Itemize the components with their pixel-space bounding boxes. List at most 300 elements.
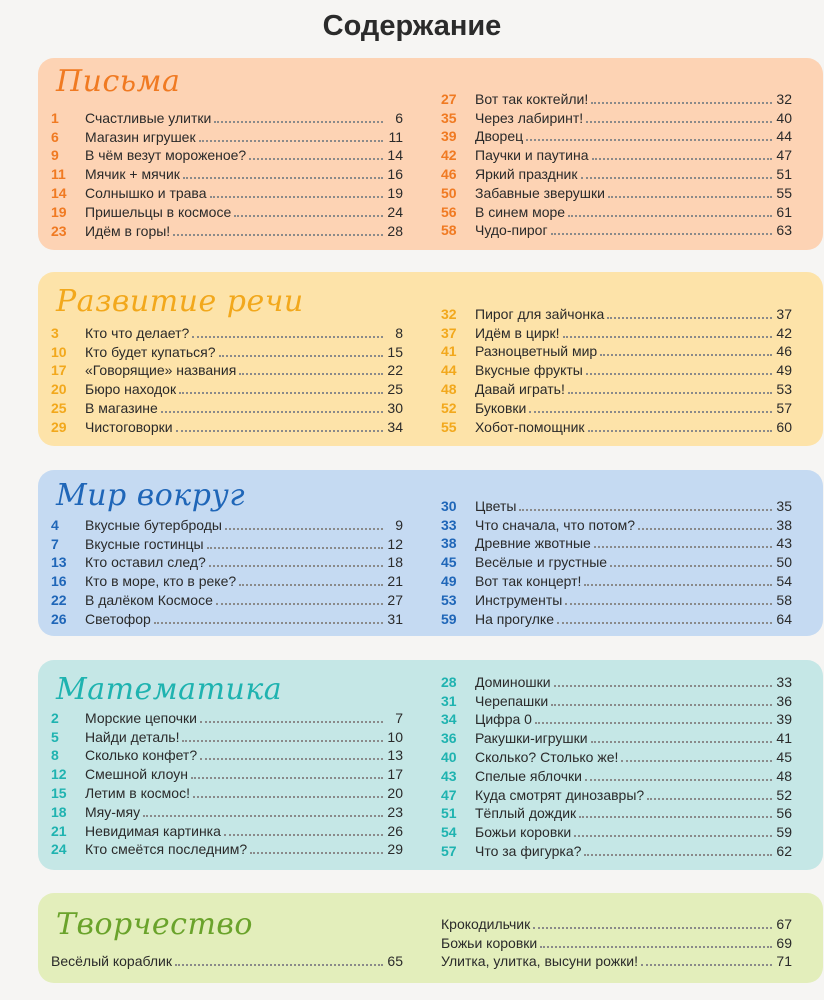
entry-title: Божьи коровки [441, 934, 538, 951]
entry-title: Ракушки-игрушки [475, 730, 588, 747]
entry-number: 47 [441, 786, 457, 803]
entry-number: 55 [441, 418, 457, 435]
entry-number: 6 [51, 128, 59, 145]
toc-entry [441, 590, 792, 609]
toc-entry [51, 553, 403, 572]
toc-entry [441, 804, 792, 823]
entry-title: Давай играть! [475, 380, 565, 397]
entry-page-number: 22 [387, 362, 403, 379]
entry-page-number: 27 [387, 591, 403, 608]
entry-title: На прогулке [475, 610, 554, 627]
toc-entry [441, 145, 792, 164]
entry-number: 2 [51, 709, 59, 726]
leader-dots [579, 816, 772, 818]
leader-dots [568, 392, 772, 394]
leader-dots [551, 704, 772, 706]
entry-page-number: 52 [776, 786, 792, 803]
toc-entry [441, 841, 792, 860]
toc-entry [51, 951, 403, 970]
entry-number: 23 [51, 222, 67, 239]
leader-dots [591, 741, 772, 743]
entry-number: 24 [51, 841, 67, 858]
entry-page-number: 18 [387, 554, 403, 571]
entry-title: Паучки и паутина [475, 147, 589, 164]
leader-dots [519, 509, 772, 511]
entry-title: Кто будет купаться? [85, 343, 216, 360]
toc-entry [51, 127, 403, 146]
toc-entry [441, 952, 792, 971]
toc-entry [441, 342, 792, 361]
leader-dots [193, 796, 383, 798]
leader-dots [554, 685, 772, 687]
entry-title: Забавные зверушки [475, 184, 605, 201]
entry-page-number: 55 [776, 184, 792, 201]
entry-page-number: 19 [387, 184, 403, 201]
entry-title: В чём везут мороженое? [85, 147, 247, 164]
page-title: Содержание [322, 10, 502, 42]
entry-page-number: 15 [387, 343, 403, 360]
toc-entry [441, 417, 792, 436]
toc-entry [51, 183, 403, 202]
entry-number: 26 [51, 610, 67, 627]
toc-entry [51, 840, 403, 859]
entry-number: 12 [51, 766, 67, 783]
toc-entry [441, 221, 792, 240]
entry-page-number: 46 [776, 343, 792, 360]
section-title: Письма [56, 64, 181, 99]
toc-entry [441, 108, 792, 127]
entry-page-number: 51 [776, 165, 792, 182]
toc-entry [51, 342, 403, 361]
entry-title: Весёлые и грустные [475, 554, 608, 571]
entry-title: Разноцветный мир [475, 343, 598, 360]
entry-number: 9 [51, 147, 59, 164]
toc-entry [441, 127, 792, 146]
entry-number: 5 [51, 728, 59, 745]
entry-page-number: 17 [387, 766, 403, 783]
entry-number: 41 [441, 343, 457, 360]
leader-dots [574, 835, 772, 837]
toc-column-right [441, 304, 792, 436]
toc-entry [51, 515, 403, 534]
leader-dots [557, 622, 772, 624]
section-math [38, 660, 823, 870]
toc-entry [441, 534, 792, 553]
entry-number: 4 [51, 516, 59, 533]
toc-entry [441, 710, 792, 729]
leader-dots [143, 815, 383, 817]
leader-dots [563, 336, 773, 338]
leader-dots [608, 196, 772, 198]
entry-page-number: 38 [776, 516, 792, 533]
leader-dots [610, 565, 772, 567]
entry-number: 43 [441, 767, 457, 784]
leader-dots [592, 158, 773, 160]
entry-page-number: 12 [387, 535, 403, 552]
toc-column-right [441, 914, 792, 970]
leader-dots [540, 946, 772, 948]
entry-page-number: 13 [387, 747, 403, 764]
toc-entry [51, 590, 403, 609]
leader-dots [249, 158, 383, 160]
toc-entry [51, 727, 403, 746]
toc-entry [441, 89, 792, 108]
entry-number: 33 [441, 516, 457, 533]
entry-page-number: 16 [387, 166, 403, 183]
toc-entry [51, 821, 403, 840]
entry-title: «Говорящие» названия [85, 362, 237, 379]
entry-page-number: 35 [776, 497, 792, 514]
leader-dots [183, 177, 383, 179]
toc-entry [51, 708, 403, 727]
entry-title: Хобот-помощник [475, 418, 585, 435]
entry-title: Божьи коровки [475, 824, 572, 841]
leader-dots [219, 355, 383, 357]
entry-number: 53 [441, 591, 457, 608]
entry-number: 29 [51, 418, 67, 435]
leader-dots [565, 603, 772, 605]
section-title: Математика [56, 672, 283, 707]
toc-entry [51, 108, 403, 127]
entry-page-number: 71 [776, 953, 792, 970]
leader-dots [209, 565, 383, 567]
entry-page-number: 43 [776, 535, 792, 552]
entry-page-number: 14 [387, 147, 403, 164]
leader-dots [173, 234, 383, 236]
entry-page-number: 6 [395, 109, 403, 126]
entry-number: 14 [51, 184, 67, 201]
toc-column-left [51, 515, 403, 628]
entry-title: Буковки [475, 399, 527, 416]
entry-page-number: 23 [387, 803, 403, 820]
entry-title: Через лабиринт! [475, 109, 584, 126]
entry-number: 58 [441, 222, 457, 239]
leader-dots [224, 834, 383, 836]
entry-title: Магазин игрушек [85, 128, 196, 145]
section-title: Мир вокруг [56, 478, 245, 513]
toc-entry [51, 398, 403, 417]
entry-number: 10 [51, 343, 67, 360]
entry-number: 7 [51, 535, 59, 552]
entry-page-number: 58 [776, 591, 792, 608]
entry-number: 54 [441, 824, 457, 841]
entry-page-number: 37 [776, 305, 792, 322]
entry-title: Вот так коктейли! [475, 90, 589, 107]
leader-dots [585, 779, 772, 781]
section-world [38, 470, 823, 636]
entry-page-number: 9 [395, 516, 403, 533]
entry-page-number: 33 [776, 673, 792, 690]
entry-page-number: 65 [387, 952, 403, 969]
entry-page-number: 24 [387, 203, 403, 220]
toc-column-right [441, 496, 792, 628]
toc-entry [51, 417, 403, 436]
entry-title: Инструменты [475, 591, 563, 608]
toc-column-right [441, 672, 792, 860]
toc-entry [441, 728, 792, 747]
entry-number: 38 [441, 535, 457, 552]
entry-title: Вкусные гостинцы [85, 535, 204, 552]
entry-title: Вкусные бутерброды [85, 516, 222, 533]
entry-page-number: 67 [776, 915, 792, 932]
entry-page-number: 54 [776, 572, 792, 589]
entry-title: Морские цепочки [85, 709, 197, 726]
entry-title: Чудо-пирог [475, 222, 548, 239]
entry-title: В синем море [475, 203, 566, 220]
leader-dots [216, 603, 383, 605]
entry-number: 50 [441, 184, 457, 201]
entry-number: 40 [441, 748, 457, 765]
leader-dots [600, 354, 772, 356]
toc-entry [441, 552, 792, 571]
entry-number: 45 [441, 554, 457, 571]
entry-number: 25 [51, 399, 67, 416]
leader-dots [584, 584, 772, 586]
toc-entry [441, 379, 792, 398]
entry-title: Мяу-мяу [85, 803, 141, 820]
entry-title: Яркий праздник [475, 165, 578, 182]
entry-number: 15 [51, 784, 67, 801]
leader-dots [584, 854, 772, 856]
entry-page-number: 39 [776, 711, 792, 728]
entry-number: 1 [51, 109, 59, 126]
toc-entry [441, 747, 792, 766]
leader-dots [581, 177, 772, 179]
entry-page-number: 49 [776, 362, 792, 379]
leader-dots [179, 392, 383, 394]
entry-title: В магазине [85, 399, 158, 416]
leader-dots [535, 722, 772, 724]
entry-number: 18 [51, 803, 67, 820]
entry-title: Кто смеётся последним? [85, 841, 248, 858]
entry-title: Светофор [85, 610, 151, 627]
leader-dots [568, 215, 772, 217]
section-creativity [38, 893, 823, 983]
entry-number: 39 [441, 128, 457, 145]
toc-column-right [441, 89, 792, 239]
toc-entry [441, 515, 792, 534]
entry-number: 31 [441, 692, 457, 709]
leader-dots [647, 798, 772, 800]
entry-page-number: 21 [387, 573, 403, 590]
entry-number: 27 [441, 90, 457, 107]
entry-title: Идём в цирк! [475, 324, 560, 341]
toc-entry [51, 571, 403, 590]
entry-title: Весёлый кораблик [51, 952, 172, 969]
entry-title: Кто оставил след? [85, 554, 206, 571]
toc-entry [441, 933, 792, 952]
entry-page-number: 56 [776, 805, 792, 822]
toc-column-left [51, 708, 403, 858]
leader-dots [588, 430, 772, 432]
toc-entry [441, 202, 792, 221]
entry-title: Невидимая картинка [85, 822, 221, 839]
entry-page-number: 30 [387, 399, 403, 416]
entry-number: 16 [51, 573, 67, 590]
leader-dots [586, 373, 772, 375]
toc-entry [441, 785, 792, 804]
entry-page-number: 57 [776, 399, 792, 416]
toc-entry [441, 496, 792, 515]
entry-number: 48 [441, 380, 457, 397]
entry-page-number: 7 [395, 709, 403, 726]
entry-title: Солнышко и трава [85, 184, 207, 201]
leader-dots [234, 215, 383, 217]
entry-page-number: 42 [776, 324, 792, 341]
section-title: Творчество [56, 907, 253, 942]
entry-page-number: 53 [776, 380, 792, 397]
entry-number: 21 [51, 822, 67, 839]
entry-page-number: 48 [776, 767, 792, 784]
entry-page-number: 36 [776, 692, 792, 709]
toc-entry [51, 534, 403, 553]
entry-title: Дворец [475, 128, 524, 145]
entry-page-number: 44 [776, 128, 792, 145]
toc-column-left [51, 951, 403, 970]
entry-title: Вот так концерт! [475, 572, 582, 589]
entry-page-number: 31 [387, 610, 403, 627]
entry-title: Пирог для зайчонка [475, 305, 605, 322]
toc-entry [441, 914, 792, 933]
leader-dots [191, 777, 383, 779]
toc-entry [441, 672, 792, 691]
entry-title: Мячик + мячик [85, 166, 180, 183]
entry-page-number: 64 [776, 610, 792, 627]
entry-page-number: 28 [387, 222, 403, 239]
entry-title: Тёплый дождик [475, 805, 577, 822]
entry-number: 42 [441, 147, 457, 164]
leader-dots [594, 546, 772, 548]
entry-page-number: 60 [776, 418, 792, 435]
entry-page-number: 61 [776, 203, 792, 220]
leader-dots [529, 411, 772, 413]
entry-title: Цветы [475, 497, 517, 514]
entry-page-number: 50 [776, 554, 792, 571]
entry-title: Смешной клоун [85, 766, 188, 783]
toc-entry [441, 164, 792, 183]
entry-number: 28 [441, 673, 457, 690]
entry-title: Черепашки [475, 692, 549, 709]
entry-number: 59 [441, 610, 457, 627]
toc-entry [441, 304, 792, 323]
leader-dots [533, 927, 772, 929]
leader-dots [200, 758, 383, 760]
leader-dots [250, 852, 383, 854]
leader-dots [239, 584, 383, 586]
toc-entry [51, 746, 403, 765]
toc-entry [51, 361, 403, 380]
toc-entry [441, 398, 792, 417]
leader-dots [192, 336, 383, 338]
entry-number: 22 [51, 591, 67, 608]
toc-entry [51, 164, 403, 183]
entry-page-number: 47 [776, 147, 792, 164]
toc-entry [441, 691, 792, 710]
entry-title: Чистоговорки [85, 418, 173, 435]
entry-page-number: 34 [387, 418, 403, 435]
entry-title: Бюро находок [85, 381, 177, 398]
leader-dots [607, 317, 772, 319]
entry-number: 8 [51, 747, 59, 764]
entry-page-number: 62 [776, 842, 792, 859]
leader-dots [214, 121, 383, 123]
entry-number: 49 [441, 572, 457, 589]
entry-page-number: 69 [776, 934, 792, 951]
entry-title: Идём в горы! [85, 222, 171, 239]
entry-title: Цифра 0 [475, 711, 532, 728]
entry-number: 17 [51, 362, 67, 379]
entry-page-number: 32 [776, 90, 792, 107]
entry-page-number: 25 [387, 381, 403, 398]
entry-number: 34 [441, 711, 457, 728]
entry-title: Счастливые улитки [85, 109, 212, 126]
entry-title: Спелые яблочки [475, 767, 582, 784]
entry-page-number: 20 [387, 784, 403, 801]
entry-title: Сколько? Столько же! [475, 748, 619, 765]
entry-number: 36 [441, 730, 457, 747]
leader-dots [175, 964, 383, 966]
toc-entry [51, 609, 403, 628]
toc-entry [441, 183, 792, 202]
leader-dots [207, 547, 383, 549]
entry-number: 32 [441, 305, 457, 322]
toc-entry [441, 360, 792, 379]
entry-page-number: 29 [387, 841, 403, 858]
entry-number: 13 [51, 554, 67, 571]
entry-number: 56 [441, 203, 457, 220]
leader-dots [161, 411, 383, 413]
leader-dots [526, 139, 772, 141]
entry-page-number: 63 [776, 222, 792, 239]
entry-title: Крокодильчик [441, 915, 531, 932]
toc-entry [51, 764, 403, 783]
entry-page-number: 40 [776, 109, 792, 126]
section-speech [38, 272, 823, 446]
leader-dots [551, 233, 772, 235]
toc-entry [441, 571, 792, 590]
leader-dots [154, 622, 383, 624]
entry-title: Доминошки [475, 673, 551, 690]
entry-number: 46 [441, 165, 457, 182]
toc-entry [51, 379, 403, 398]
entry-page-number: 11 [388, 128, 403, 145]
entry-number: 19 [51, 203, 67, 220]
leader-dots [638, 528, 772, 530]
toc-entry [441, 822, 792, 841]
entry-page-number: 59 [776, 824, 792, 841]
leader-dots [176, 430, 383, 432]
entry-number: 20 [51, 381, 67, 398]
entry-number: 35 [441, 109, 457, 126]
leader-dots [591, 102, 772, 104]
entry-number: 37 [441, 324, 457, 341]
leader-dots [586, 121, 772, 123]
entry-number: 57 [441, 842, 457, 859]
leader-dots [199, 140, 383, 142]
entry-title: Кто что делает? [85, 324, 190, 341]
toc-column-left [51, 108, 403, 240]
toc-entry [51, 323, 403, 342]
entry-page-number: 41 [776, 730, 792, 747]
leader-dots [210, 196, 383, 198]
entry-title: Летим в космос! [85, 784, 190, 801]
entry-page-number: 45 [776, 748, 792, 765]
toc-entry [51, 146, 403, 165]
toc-entry [441, 323, 792, 342]
entry-title: Найди деталь! [85, 728, 180, 745]
toc-column-left [51, 323, 403, 436]
entry-title: Куда смотрят динозавры? [475, 786, 645, 803]
